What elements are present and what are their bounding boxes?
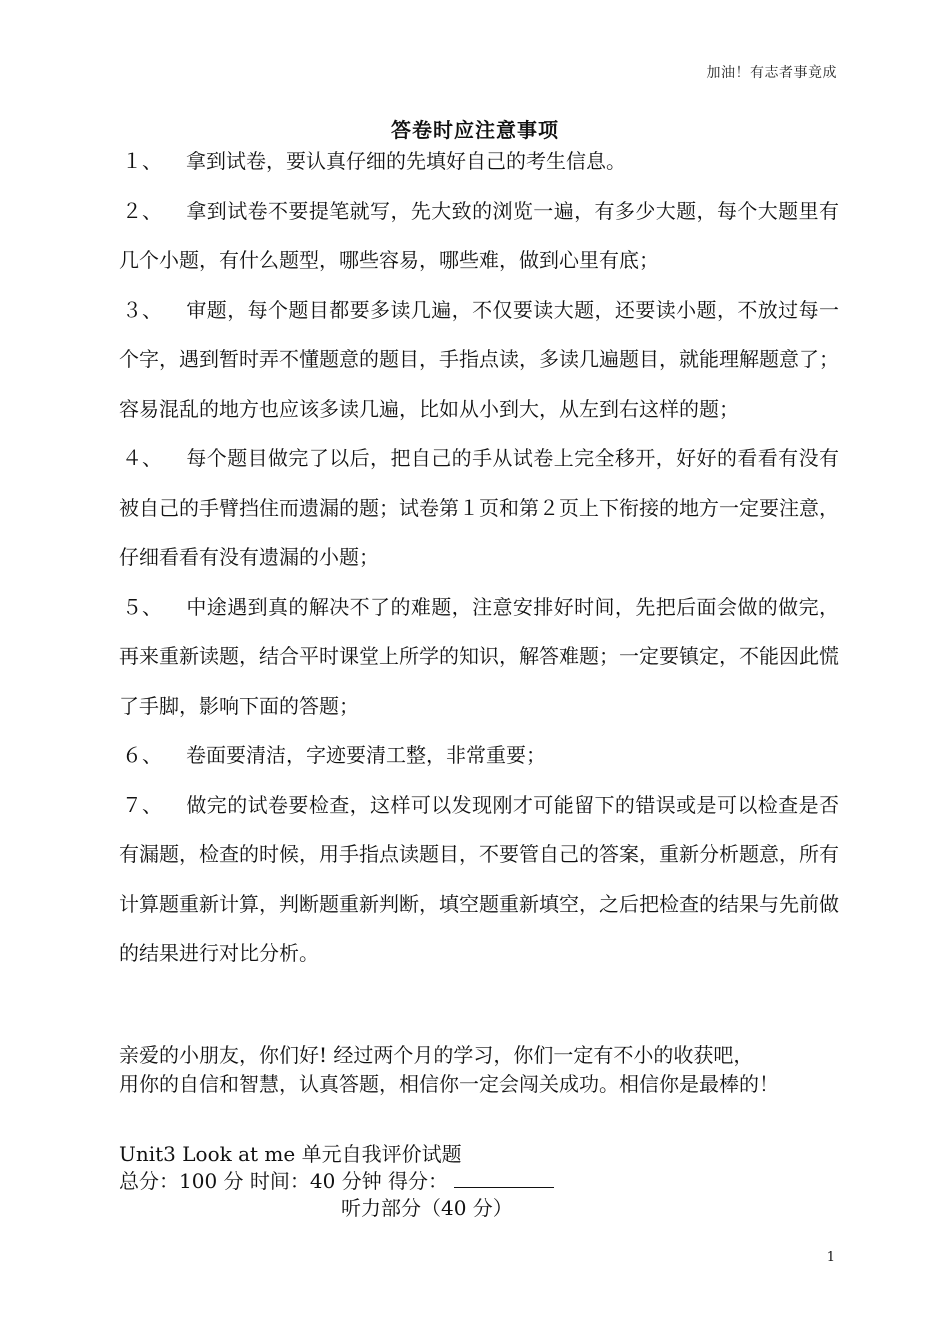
page-number: 1 xyxy=(826,1250,835,1265)
score-blank[interactable] xyxy=(454,1169,554,1188)
rule-item-3 xyxy=(119,286,839,435)
rule-item-5 xyxy=(119,583,839,732)
rule-number: ７、 xyxy=(122,792,162,817)
rules-list xyxy=(119,137,839,979)
encouragement-line: 用你的自信和智慧，认真答题，相信你一定会闯关成功。相信你是最棒的！ xyxy=(119,1072,779,1096)
rule-text: 卷面要清洁，字迹要清工整，非常重要； xyxy=(186,743,546,767)
rule-item-4 xyxy=(119,434,839,583)
page-title: 答卷时应注意事项 xyxy=(391,118,559,142)
header-motto: 加油！有志者事竟成 xyxy=(706,65,837,81)
rule-text: 拿到试卷不要提笔就写，先大致的浏览一遍，有多少大题，每个大题里有几个小题，有什么题型，哪些容易，哪些难，做到心里有底； xyxy=(119,198,839,272)
encouragement-line: 亲爱的小朋友，你们好! 经过两个月的学习，你们一定有不小的收获吧， xyxy=(119,1043,754,1067)
rule-number: ２、 xyxy=(122,198,162,223)
unit-title: Unit3 Look at me 单元自我评价试题 xyxy=(119,1142,462,1166)
score-time-text: 总分：100 分 时间：40 分钟 得分： xyxy=(119,1169,449,1193)
rule-number: ５、 xyxy=(122,594,162,619)
rule-text: 审题，每个题目都要多读几遍，不仅要读大题，还要读小题，不放过每一个字，遇到暂时弄不懂题意的题目，手指点读，多读几遍题目，就能理解题意了；容易混乱的地方也应该多读几遍，比如从小到大，从左到右这样的题； xyxy=(119,297,839,421)
test-header xyxy=(119,1141,839,1222)
rule-item-6 xyxy=(119,731,839,781)
score-line xyxy=(119,1168,839,1195)
rule-item-1 xyxy=(119,137,839,187)
rule-number: ４、 xyxy=(122,446,162,470)
encouragement-message xyxy=(119,1041,859,1099)
rule-item-7 xyxy=(119,781,839,979)
rule-item-2 xyxy=(119,187,839,286)
rule-text: 中途遇到真的解决不了的难题，注意安排好时间，先把后面会做的做完，再来重新读题，结合平时课堂上所学的知识，解答难题；一定要镇定，不能因此慌了手脚，影响下面的答题； xyxy=(119,594,839,718)
rule-number: ３、 xyxy=(122,297,162,322)
rule-text: 做完的试卷要检查，这样可以发现刚才可能留下的错误或是可以检查是否有漏题，检查的时候，用手指点读题目，不要管自己的答案，重新分析题意，所有计算题重新计算，判断题重新判断，填空题重新填空，之后把检查的结果与先前做的结果进行对比分析。 xyxy=(119,792,839,965)
rule-number: ６、 xyxy=(122,743,162,767)
section-heading-listening: 听力部分（40 分） xyxy=(341,1196,513,1220)
rule-text: 每个题目做完了以后，把自己的手从试卷上完全移开，好好的看看有没有被自己的手臂挡住而遗漏的题；试卷第１页和第２页上下衔接的地方一定要注意，仔细看看有没有遗漏的小题； xyxy=(119,446,839,569)
rule-number: １、 xyxy=(122,149,162,173)
rule-text: 拿到试卷，要认真仔细的先填好自己的考生信息。 xyxy=(186,149,626,173)
